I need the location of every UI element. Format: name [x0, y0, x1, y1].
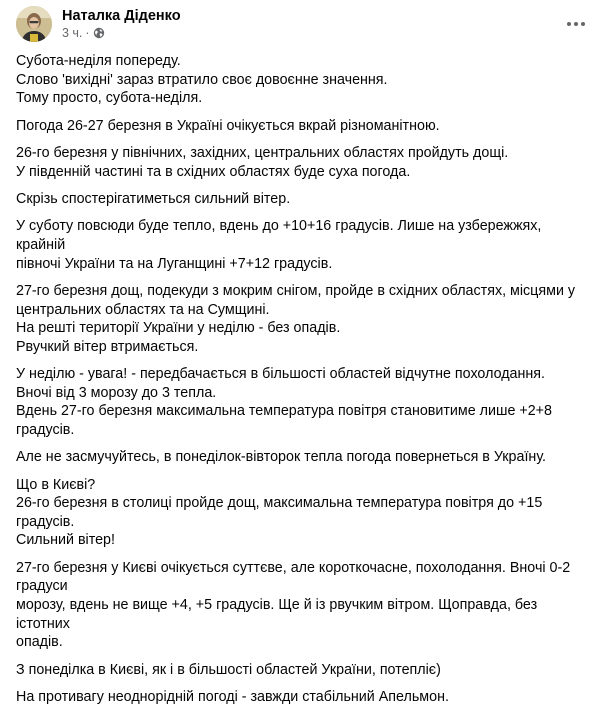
post-paragraph: У неділю - увага! - передбачається в більшості областей відчутне похолодання. Вночі від 3 морозу до 3 тепла. Вдень 27-го березня максимальна температура повітря становитиме лише +2+8 градусів. [16, 366, 552, 438]
post-header [16, 6, 592, 42]
post-paragraph: Але не засмучуйтесь, в понеділок-вівторок тепла погода повернеться в Україну. [16, 449, 547, 466]
post-paragraph: Скрізь спостерігатиметься сильний вітер. [16, 190, 291, 207]
author-name[interactable]: Наталка Діденко [62, 8, 181, 24]
meta-separator: · [85, 26, 90, 40]
post-paragraph: Погода 26-27 березня в Україні очікується вкрай різноманітною. [16, 117, 440, 134]
globe-icon[interactable] [93, 27, 105, 39]
more-options-button[interactable] [562, 10, 590, 38]
post-paragraph: 27-го березня дощ, подекуди з мокрим снігом, пройде в східних областях, місцями у центральних областях та на Сумщині. На решті території України у неділю - без опадів. Рвучкий вітер втримається. [16, 282, 576, 355]
post-paragraph: 26-го березня у північних, західних, центральних областях пройдуть дощі. У південній частині та в східних областях буде суха погода. [16, 144, 509, 180]
post-paragraph: З понеділка в Києві, як і в більшості областей України, потеплі᠎є) [16, 661, 441, 678]
post-meta [62, 26, 105, 40]
author-avatar[interactable] [16, 6, 52, 42]
avatar-photo-icon [16, 6, 52, 42]
post-paragraph: Що в Києві? 26-го березня в столиці пройде дощ, максимальна температура повітря до +15 градусів. Сильний вітер! [16, 476, 543, 549]
post-paragraph: У суботу повсюди буде тепло, вдень до +10+16 градусів. Лише на узбережжях, крайній півночі України та на Луганщині +7+12 градусів. [16, 218, 542, 272]
post-timestamp[interactable]: 3 ч. [62, 26, 83, 40]
post-paragraph: 27-го березня у Києві очікується суттєве, але короткочасне, похолодання. Вночі 0-2 градуси морозу, вдень не вище +4, +5 градусів. Ще й із рвучким вітром. Щоправда, без істотних опадів. [16, 559, 571, 651]
post-paragraph: Субота-неділя попереду. Слово 'вихідні' зараз втратило своє довоєнне значення. Тому просто, субота-неділя. [16, 53, 388, 107]
more-options-icon [566, 21, 586, 27]
post-paragraph: На противагу неоднорідній погоді - завжди стабільний Апельмон. [16, 688, 449, 705]
post-body [16, 52, 594, 715]
